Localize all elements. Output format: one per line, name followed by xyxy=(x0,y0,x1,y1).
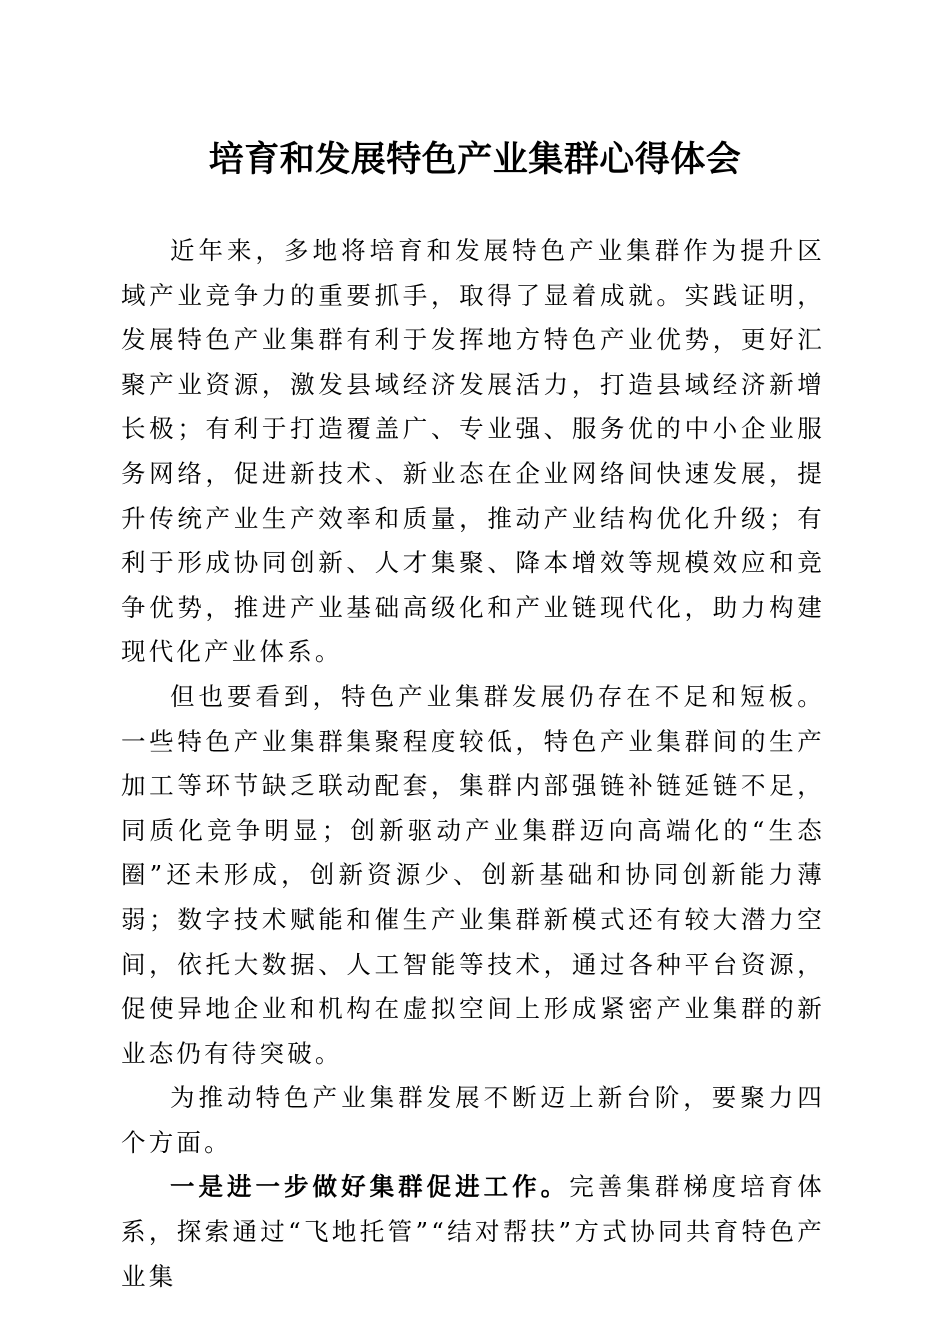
paragraph-1-text: 近年来，多地将培育和发展特色产业集群作为提升区域产业竞争力的重要抓手，取得了显着成就。实践证明，发展特色产业集群有利于发挥地方特色产业优势，更好汇聚产业资源，激发县域经济发展活力，打造县域经济新增长极；有利于打造覆盖广、专业强、服务优的中小企业服务网络，促进新技术、新业态在企业网络间快速发展，提升传统产业生产效率和质量，推动产业结构优化升级；有利于形成协同创新、人才集聚、降本增效等规模效应和竞争优势，推进产业基础高级化和产业链现代化，助力构建现代化产业体系。 xyxy=(121,236,825,667)
paragraph-4-lead: 一是进一步做好集群促进工作。 xyxy=(170,1172,570,1202)
document-title: 培育和发展特色产业集群心得体会 xyxy=(208,139,742,180)
paragraph-2-text: 但也要看到，特色产业集群发展仍存在不足和短板。一些特色产业集群集聚程度较低，特色产业集群间的生产加工等环节缺乏联动配套，集群内部强链补链延链不足，同质化竞争明显；创新驱动产业集群迈向高端化的“生态圈”还未形成，创新资源少、创新基础和协同创新能力薄弱；数字技术赋能和催生产业集群新模式还有较大潜力空间，依托大数据、人工智能等技术，通过各种平台资源，促使异地企业和机构在虚拟空间上形成紧密产业集群的新业态仍有待突破。 xyxy=(121,681,825,1068)
paragraph-4-text: 完善集群梯度培育体系，探索通过“飞地托管”“结对帮扶”方式协同共育特色产业集 xyxy=(121,1172,825,1291)
document-body xyxy=(121,229,825,1299)
paragraph-3 xyxy=(121,1076,825,1165)
paragraph-1 xyxy=(121,229,825,675)
paragraph-2 xyxy=(121,675,825,1076)
paragraph-3-text: 为推动特色产业集群发展不断迈上新台阶，要聚力四个方面。 xyxy=(121,1083,825,1157)
paragraph-4 xyxy=(121,1165,825,1299)
